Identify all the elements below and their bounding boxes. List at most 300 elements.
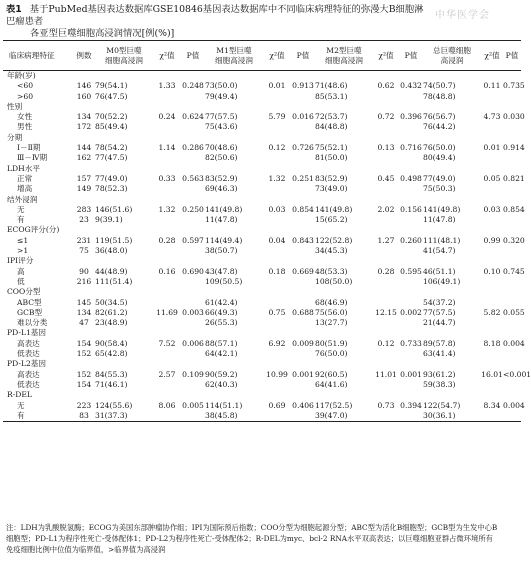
cell-m2-chi2: 0.13 — [377, 143, 395, 153]
cell-m0 — [95, 256, 153, 266]
cell-m2-p — [399, 164, 423, 174]
cell-m2: 72(53.7) — [315, 112, 348, 122]
cell-m1-p — [291, 246, 315, 256]
header-p: P值 — [186, 50, 200, 60]
cell-m1: 79(49.4) — [205, 91, 238, 101]
cell-total-chi2 — [481, 215, 503, 225]
cell-m1-p: 0.251 — [292, 173, 314, 183]
cell-m0: 111(51.4) — [95, 276, 133, 286]
cell-m0 — [95, 195, 153, 205]
table-row — [3, 112, 521, 122]
cell-m0-chi2 — [153, 225, 181, 235]
cell-m1-p — [291, 122, 315, 132]
cell-total-chi2 — [481, 411, 503, 422]
cell-m0 — [95, 359, 153, 369]
cell-m0-p: 0.003 — [182, 307, 204, 317]
data-table — [3, 40, 531, 422]
cell-m2-chi2: 1.27 — [377, 235, 395, 245]
cell-cases: 134 — [76, 307, 92, 317]
row-label: R-DEL — [7, 390, 32, 400]
cell-m1: 38(45.8) — [205, 411, 263, 422]
cell-m0 — [95, 164, 153, 174]
cell-m2-chi2: 11.01 — [375, 369, 397, 379]
cell-total-p: <0.001 — [503, 369, 531, 379]
cell-m2-p: 0.002 — [400, 307, 422, 317]
cell-m2-chi2 — [373, 246, 399, 256]
row-label: Ⅲ－Ⅳ期 — [17, 153, 48, 163]
row-label: COO分型 — [7, 287, 41, 297]
cell-m2: 48(53.3) — [315, 266, 348, 276]
table-notes: 注：LDH为乳酸脱氢酶；ECOG为美国东部肿瘤协作组；IPI为国际预后指数；COO分型为细胞起源分型；ABC型为活化B细胞型；GCB型为生发中心B细胞型；PD-L1为程序性死亡-受体配体1；PD-L2为程序性死亡-受体配体2；R-DEL为myc、bcl-2 RNA水平双高表达；以巨噬细胞亚群占微环境所有免疫细胞比例中位值为临界值，>临界值为高浸润 — [6, 523, 498, 554]
cell-m0-p — [181, 298, 205, 308]
cell-total: 76(56.7) — [423, 112, 456, 122]
cell-total-p — [503, 328, 521, 338]
cell-m0-chi2: 1.14 — [158, 143, 176, 153]
cell-m1-chi2 — [263, 380, 291, 390]
cell-cases: 216 — [76, 276, 92, 286]
cell-m2-chi2: 0.62 — [377, 81, 395, 91]
cell-m0-chi2 — [153, 153, 181, 163]
cell-m1-p — [291, 328, 315, 338]
cell-m0-chi2: 0.16 — [158, 266, 176, 276]
cell-m2: 75(56.0) — [315, 307, 348, 317]
cell-m0-p — [181, 215, 205, 225]
cell-m1 — [205, 102, 263, 112]
cell-m0-chi2 — [153, 349, 181, 359]
row-label: 无 — [17, 204, 25, 214]
cell-total-chi2: 8.34 — [483, 400, 501, 410]
cell-total-chi2 — [481, 298, 503, 308]
cell-m1: 90(59.2) — [205, 369, 238, 379]
cell-m1 — [205, 195, 263, 205]
row-label: 女性 — [17, 112, 33, 122]
cell-m0-chi2: 0.24 — [158, 112, 176, 122]
cell-m1-p — [291, 215, 315, 225]
cell-m0-p: 0.286 — [182, 143, 204, 153]
cell-m1: 114(51.1) — [205, 400, 243, 410]
row-label: <60 — [17, 81, 34, 91]
cell-m2: 81(50.0) — [315, 153, 348, 163]
table-group-row — [3, 225, 521, 235]
cell-cases — [73, 328, 95, 338]
cell-m1-p — [291, 71, 315, 82]
cell-m0-chi2: 11.69 — [156, 307, 178, 317]
cell-m1: 43(47.8) — [205, 266, 238, 276]
cell-m0-p — [181, 102, 205, 112]
cell-m2: 64(41.6) — [315, 379, 348, 389]
cell-m1-chi2 — [263, 225, 291, 235]
cell-m1-chi2 — [263, 277, 291, 287]
cell-m1-chi2 — [263, 133, 291, 143]
cell-m0-p: 0.563 — [182, 173, 204, 183]
cell-m1-p — [291, 277, 315, 287]
row-label: 高表达 — [17, 338, 40, 348]
cell-m1: 61(42.4) — [205, 297, 238, 307]
row-label: 有 — [3, 411, 73, 422]
cell-m1-chi2: 0.12 — [268, 143, 286, 153]
cell-total-p — [503, 298, 521, 308]
cell-cases — [73, 390, 95, 400]
cell-total-chi2 — [481, 225, 503, 235]
cell-m1-p — [291, 102, 315, 112]
cell-m2-p — [399, 195, 423, 205]
cell-m0-p — [181, 349, 205, 359]
cell-m1-p — [291, 298, 315, 308]
cell-total: 89(57.8) — [423, 338, 456, 348]
cell-m0-p — [181, 277, 205, 287]
cell-m1: 69(46.3) — [205, 184, 238, 194]
cell-m2-p — [399, 256, 423, 266]
cell-total: 63(41.4) — [423, 349, 456, 359]
cell-m0: 146(51.6) — [95, 204, 133, 214]
table-group-row — [3, 133, 521, 143]
cell-m2-p — [399, 380, 423, 390]
cell-m1-p — [291, 225, 315, 235]
cell-m2-chi2 — [373, 298, 399, 308]
cell-m2-p: 0.260 — [400, 235, 422, 245]
cell-cases: 144 — [76, 143, 92, 153]
cell-total-p — [503, 92, 521, 102]
cell-m1-chi2: 0.69 — [268, 400, 286, 410]
table-row — [3, 122, 521, 132]
table-row — [3, 184, 521, 194]
cell-m0-p — [181, 153, 205, 163]
cell-m0-p — [181, 133, 205, 143]
cell-total-chi2 — [481, 164, 503, 174]
cell-total-p — [503, 195, 521, 205]
table-row — [3, 143, 521, 153]
cell-m0-p — [181, 256, 205, 266]
cell-total-chi2: 0.01 — [483, 143, 501, 153]
cell-m2-chi2 — [373, 349, 399, 359]
cell-m2-p — [399, 349, 423, 359]
cell-m0-p: 0.109 — [182, 369, 204, 379]
cell-m2-p: 0.001 — [400, 369, 422, 379]
cell-total — [423, 328, 481, 338]
cell-m2-chi2 — [373, 133, 399, 143]
cell-m2: 141(49.8) — [315, 204, 353, 214]
row-label: 性别 — [7, 101, 23, 111]
cell-m0-chi2 — [153, 71, 181, 82]
cell-m1-chi2: 6.92 — [268, 338, 286, 348]
cell-total: 76(50.0) — [423, 143, 456, 153]
cell-total-chi2 — [481, 380, 503, 390]
cell-m0-chi2 — [153, 102, 181, 112]
cell-m0-p — [181, 359, 205, 369]
cell-m2-p: 0.498 — [400, 173, 422, 183]
cell-m1-chi2 — [263, 92, 291, 102]
cell-m0 — [95, 225, 153, 235]
cell-total-p — [503, 246, 521, 256]
cell-m0-chi2 — [153, 298, 181, 308]
cell-total-p — [503, 359, 521, 369]
cell-m0: 124(55.6) — [95, 400, 133, 410]
table-row — [3, 246, 521, 256]
cell-m0-chi2: 7.52 — [158, 338, 176, 348]
cell-m2 — [315, 133, 373, 143]
cell-m2-p — [399, 390, 423, 400]
cell-m2: 73(49.0) — [315, 184, 348, 194]
cell-m0-chi2 — [153, 287, 181, 297]
cell-m1: 38(50.7) — [205, 246, 238, 256]
cell-total: 30(36.1) — [423, 411, 481, 422]
cell-m2-p — [399, 359, 423, 369]
cell-m1: 26(55.3) — [205, 318, 238, 328]
cell-cases: 223 — [76, 400, 92, 410]
cell-total-chi2 — [481, 92, 503, 102]
cell-m1: 141(49.8) — [205, 204, 243, 214]
cell-total: 46(51.1) — [423, 266, 456, 276]
cell-m0-chi2 — [153, 184, 181, 194]
cell-total-p — [503, 411, 521, 422]
cell-cases: 157 — [76, 173, 92, 183]
cell-m0: 77(49.0) — [95, 173, 128, 183]
cell-m2: 83(52.9) — [315, 173, 348, 183]
cell-m1-chi2 — [263, 287, 291, 297]
cell-total — [423, 102, 481, 112]
header-row — [3, 41, 521, 71]
cell-m1-p — [291, 359, 315, 369]
table-row — [3, 339, 521, 349]
cell-total-p: 0.745 — [503, 266, 525, 276]
cell-m0-p — [181, 164, 205, 174]
cell-m0-p — [181, 318, 205, 328]
cell-total-chi2: 0.03 — [483, 204, 501, 214]
cell-m0-chi2 — [153, 133, 181, 143]
cell-total-chi2: 0.05 — [483, 173, 501, 183]
header-chi2: χ²值 — [484, 50, 500, 60]
cell-m2-chi2 — [373, 184, 399, 194]
row-label: 增高 — [17, 184, 33, 194]
cell-m0 — [95, 71, 153, 82]
row-label: ≤1 — [17, 235, 29, 245]
cell-total-p — [503, 184, 521, 194]
cell-m2-chi2 — [373, 102, 399, 112]
cell-m0-p — [181, 225, 205, 235]
table-row — [3, 267, 521, 277]
cell-m0 — [95, 133, 153, 143]
cell-total-chi2: 0.10 — [483, 266, 501, 276]
cell-m1-chi2 — [263, 349, 291, 359]
cell-total: 77(49.0) — [423, 173, 456, 183]
cell-cases: 134 — [76, 112, 92, 122]
cell-cases: 172 — [76, 122, 92, 132]
cell-cases: 145 — [76, 297, 92, 307]
cell-m2-p: 0.396 — [400, 112, 422, 122]
table-row — [3, 153, 521, 163]
cell-total-chi2: 16.01 — [481, 369, 503, 379]
cell-m0: 119(51.5) — [95, 235, 133, 245]
cell-total: 11(47.8) — [423, 215, 456, 225]
cell-m2-chi2 — [373, 215, 399, 225]
cell-cases — [73, 133, 95, 143]
cell-m1 — [205, 71, 263, 82]
cell-m2-p — [399, 215, 423, 225]
cell-total: 77(57.5) — [423, 307, 456, 317]
cell-m1-chi2 — [263, 71, 291, 82]
cell-total — [423, 390, 481, 400]
cell-total — [423, 164, 481, 174]
table-group-row — [3, 256, 521, 266]
cell-m1-p: 0.854 — [292, 204, 314, 214]
cell-m0-p: 0.597 — [182, 235, 204, 245]
cell-m0-p — [181, 411, 205, 422]
cell-m0: 9(39.1) — [95, 215, 123, 225]
row-label: 难以分类 — [17, 318, 48, 328]
cell-total-p — [503, 122, 521, 132]
table-group-row — [3, 328, 521, 338]
cell-total-chi2 — [481, 71, 503, 82]
cell-total-p — [503, 287, 521, 297]
cell-m1-p: 0.406 — [292, 400, 314, 410]
row-label: 分期 — [7, 132, 23, 142]
header-chi2: χ²值 — [378, 50, 394, 60]
cell-m1-p: 0.009 — [292, 338, 314, 348]
cell-m2-chi2 — [373, 287, 399, 297]
cell-m1-chi2 — [263, 359, 291, 369]
cell-m2-p — [399, 92, 423, 102]
cell-m2 — [315, 328, 373, 338]
cell-m2-chi2 — [373, 225, 399, 235]
cell-m2-p — [399, 102, 423, 112]
cell-m1-chi2 — [263, 246, 291, 256]
table-group-row — [3, 195, 521, 205]
header-chi2: χ²值 — [159, 50, 175, 60]
cell-m0-chi2 — [153, 328, 181, 338]
cell-m0-p: 0.005 — [182, 400, 204, 410]
cell-m1-p — [291, 411, 315, 422]
cell-cases: 231 — [76, 235, 92, 245]
cell-m1-p: 0.001 — [292, 369, 314, 379]
cell-m1-p — [291, 256, 315, 266]
cell-m1-p: 0.913 — [292, 81, 314, 91]
cell-m2: 122(52.8) — [315, 235, 353, 245]
cell-m2 — [315, 256, 373, 266]
cell-m1-p: 0.669 — [292, 266, 314, 276]
cell-total: 74(50.7) — [423, 81, 456, 91]
cell-total: 111(48.1) — [423, 235, 461, 245]
cell-m1-chi2: 0.03 — [268, 204, 286, 214]
cell-m2-chi2: 2.02 — [377, 204, 395, 214]
cell-m2 — [315, 390, 373, 400]
cell-m0: 84(55.3) — [95, 369, 128, 379]
cell-m1: 77(57.5) — [205, 112, 238, 122]
cell-total-chi2 — [481, 390, 503, 400]
cell-m1-p: 0.726 — [292, 143, 314, 153]
cell-total-p — [503, 102, 521, 112]
cell-m2-p — [399, 411, 423, 422]
cell-m1-chi2 — [263, 390, 291, 400]
cell-m1: 11(47.8) — [205, 215, 238, 225]
cell-cases — [73, 102, 95, 112]
cell-m0-p: 0.250 — [182, 204, 204, 214]
cell-m1: 66(49.3) — [205, 307, 238, 317]
cell-m0-chi2 — [153, 122, 181, 132]
cell-m0-chi2 — [153, 390, 181, 400]
cell-m0: 23(48.9) — [95, 318, 128, 328]
cell-m2-chi2: 0.72 — [377, 112, 395, 122]
cell-total — [423, 287, 481, 297]
header-p: P值 — [505, 50, 519, 60]
cell-total-p — [503, 390, 521, 400]
table-group-row — [3, 164, 521, 174]
cell-total: 41(54.7) — [423, 246, 456, 256]
cell-cases: 83 — [73, 411, 95, 422]
cell-m1: 70(48.6) — [205, 143, 238, 153]
row-label: 无 — [17, 400, 25, 410]
row-label: 低表达 — [17, 379, 40, 389]
cell-m2-chi2: 0.45 — [377, 173, 395, 183]
cell-total-chi2 — [481, 287, 503, 297]
cell-m1: 75(43.6) — [205, 122, 238, 132]
cell-cases: 47 — [79, 318, 89, 328]
cell-cases — [73, 287, 95, 297]
cell-total-p — [503, 380, 521, 390]
cell-m2-chi2 — [373, 359, 399, 369]
row-label: IPI评分 — [7, 256, 34, 266]
cell-m2-chi2: 0.73 — [377, 400, 395, 410]
cell-m0-chi2 — [153, 411, 181, 422]
cell-m1-chi2 — [263, 164, 291, 174]
row-label: >1 — [17, 246, 29, 256]
cell-m0-chi2: 1.33 — [158, 81, 176, 91]
cell-m0-chi2 — [153, 380, 181, 390]
row-label: 年龄(岁) — [7, 71, 36, 80]
cell-m2: 13(27.7) — [315, 318, 348, 328]
cell-m0: 76(47.5) — [95, 91, 128, 101]
cell-m2-chi2 — [373, 328, 399, 338]
cell-m0: 79(54.1) — [95, 81, 128, 91]
cell-m1-chi2 — [263, 411, 291, 422]
cell-m0: 90(58.4) — [95, 338, 128, 348]
cell-m1 — [205, 359, 263, 369]
cell-m1-p — [291, 390, 315, 400]
cell-m0-chi2: 1.32 — [158, 204, 176, 214]
cell-m1-chi2: 0.75 — [268, 307, 286, 317]
cell-m1-chi2: 0.18 — [268, 266, 286, 276]
cell-m0-p — [181, 390, 205, 400]
cell-m2: 71(48.6) — [315, 81, 348, 91]
cell-m0: 36(48.0) — [95, 246, 128, 256]
cell-cases — [73, 164, 95, 174]
cell-m0 — [95, 287, 153, 297]
cell-m2-chi2 — [373, 164, 399, 174]
cell-m2-p: 0.156 — [400, 204, 422, 214]
cell-total-chi2: 4.73 — [483, 112, 501, 122]
cell-m2-chi2: 12.15 — [375, 307, 397, 317]
cell-cases: 160 — [76, 91, 92, 101]
cell-total-p — [503, 164, 521, 174]
cell-cases: 154 — [76, 379, 92, 389]
cell-total: 106(49.1) — [423, 276, 461, 286]
cell-total-chi2 — [481, 195, 503, 205]
cell-m2-p — [399, 246, 423, 256]
cell-m2-chi2: 0.12 — [377, 338, 395, 348]
table-row — [3, 81, 521, 91]
cell-m1-p — [291, 287, 315, 297]
cell-m2: 117(52.5) — [315, 400, 353, 410]
cell-total: 78(48.8) — [423, 91, 456, 101]
cell-m1 — [205, 164, 263, 174]
cell-m2: 75(52.1) — [315, 143, 348, 153]
cell-total-p — [503, 153, 521, 163]
table-row — [3, 215, 521, 225]
cell-m1-chi2 — [263, 122, 291, 132]
cell-m1-chi2 — [263, 153, 291, 163]
cell-m1 — [205, 328, 263, 338]
row-label: 低 — [17, 276, 25, 286]
cell-m0-p — [181, 287, 205, 297]
